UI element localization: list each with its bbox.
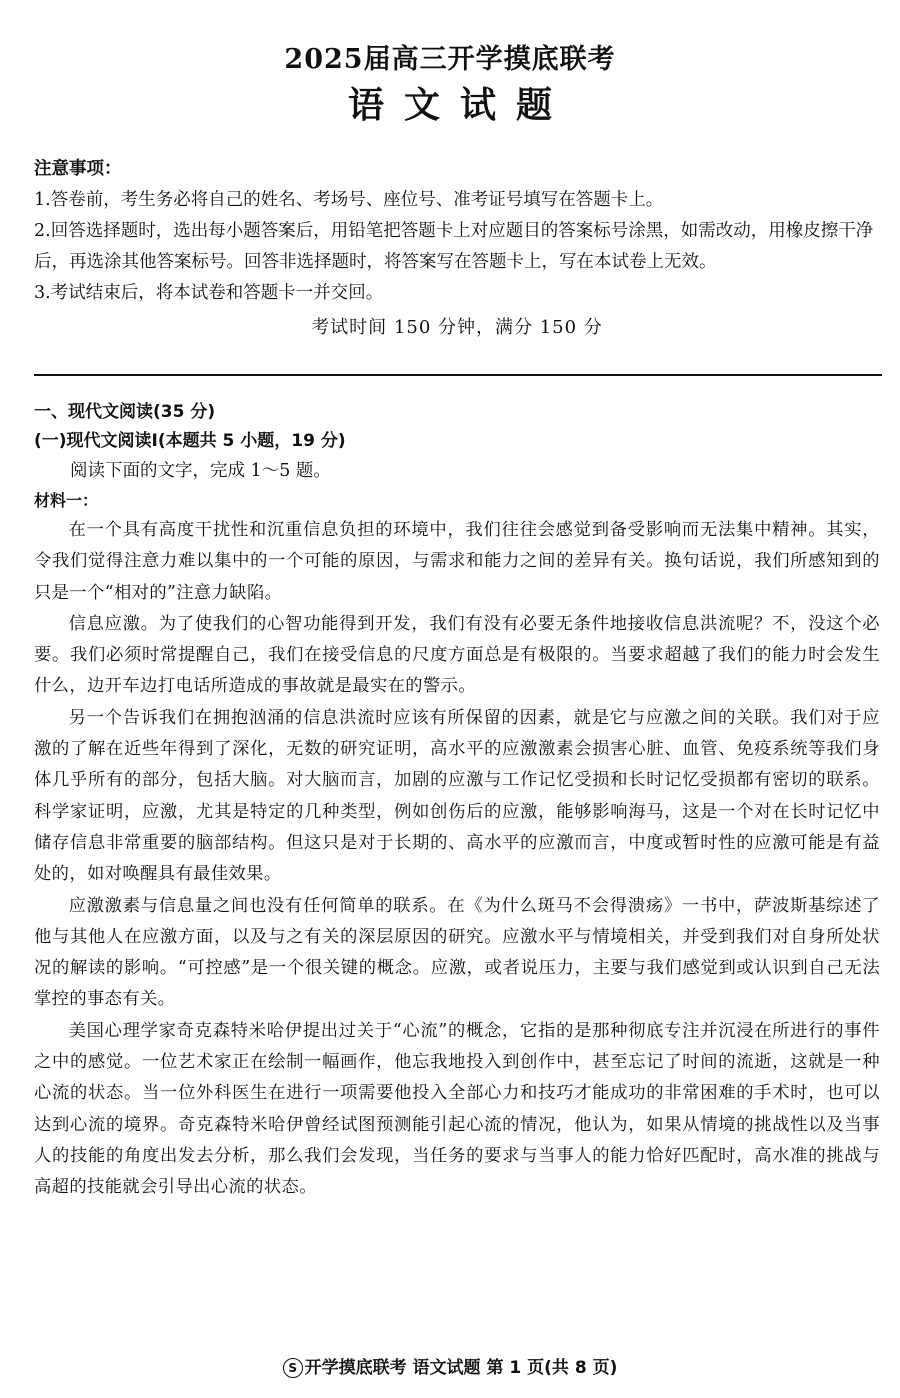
material-label: 材料一：: [34, 491, 99, 510]
exam-notes: [34, 154, 880, 345]
publisher-logo-icon: S: [283, 1358, 303, 1378]
exam-time: 考试时间 150 分钟，满分 150 分: [311, 317, 603, 338]
note-item: 3.考试结束后，将本试卷和答题卡一并交回。: [34, 283, 384, 303]
reading-instruction: 阅读下面的文字，完成 1～5 题。: [70, 461, 331, 481]
passage-paragraph: 另一个告诉我们在拥抱汹涌的信息洪流时应该有所保留的因素，就是它与应激之间的关联。我们对于应激的了解在近些年得到了深化，无数的研究证明，高水平的应激激素会损害心脏、血管、免疫系统等我们身体几乎所有的部分，包括大脑。对大脑而言，加剧的应激与工作记忆受损和长时记忆受损都有密切的联系。科学家证明，应激，尤其是特定的几种类型，例如创伤后的应激，能够影响海马，这是一个对在长时记忆中储存信息非常重要的脑部结构。但这只是对于长期的、高水平的应激而言，中度或暂时性的应激可能是有益处的，如对唤醒具有最佳效果。: [34, 707, 880, 885]
passage-paragraph: 美国心理学家奇克森特米哈伊提出过关于“心流”的概念，它指的是那种彻底专注并沉浸在所进行的事件之中的感觉。一位艺术家正在绘制一幅画作，他忘我地投入到创作中，甚至忘记了时间的流逝，这就是一种心流的状态。当一位外科医生在进行一项需要他投入全部心力和技巧才能成功的非常困难的手术时，也可以达到心流的境界。奇克森特米哈伊曾经试图预测能引起心流的情况，他认为，如果从情境的挑战性以及当事人的技能的角度出发去分析，那么我们会发现，当任务的要求与当事人的能力恰好匹配时，高水准的挑战与高超的技能就会引导出心流的状态。: [34, 1020, 880, 1198]
section-title: 一、现代文阅读(35 分): [34, 402, 216, 422]
note-item: 1.答卷前，考生务必将自己的姓名、考场号、座位号、准考证号填写在答题卡上。: [34, 190, 664, 210]
footer-text: 开学摸底联考 语文试题 第 1 页(共 8 页): [304, 1358, 618, 1378]
passage-paragraph: 信息应激。为了使我们的心智功能得到开发，我们有没有必要无条件地接收信息洪流呢？不，没这个必要。我们必须时常提醒自己，我们在接受信息的尺度方面总是有极限的。当要求超越了我们的能力时会发生什么，边开车边打电话所造成的事故就是最实在的警示。: [34, 613, 880, 697]
page-header: [0, 0, 900, 128]
notes-heading: 注意事项：: [34, 159, 122, 179]
note-item: 2.回答选择题时，选出每小题答案后，用铅笔把答题卡上对应题目的答案标号涂黑，如需改动，用橡皮擦干净后，再选涂其他答案标号。回答非选择题时，将答案写在答题卡上，写在本试卷上无效。: [34, 221, 874, 272]
divider-rule: [34, 374, 882, 376]
exam-title: 语文试题: [347, 84, 572, 126]
passage-paragraph: 应激激素与信息量之间也没有任何简单的联系。在《为什么斑马不会得溃疡》一书中，萨波斯基综述了他与其他人在应激方面，以及与之有关的深层原因的研究。应激水平与情境相关，并受到我们对自身所处状况的解读的影响。“可控感”是一个很关键的概念。应激，或者说压力，主要与我们感觉到或认识到自己无法掌控的事态有关。: [34, 895, 880, 1010]
page-footer: [0, 1353, 900, 1378]
exam-name: 2025届高三开学摸底联考: [284, 44, 616, 75]
subsection-title: (一)现代文阅读Ⅰ(本题共 5 小题，19 分): [34, 431, 346, 451]
reading-section: [34, 398, 880, 1204]
passage-paragraph: 在一个具有高度干扰性和沉重信息负担的环境中，我们往往会感觉到备受影响而无法集中精神。其实，令我们觉得注意力难以集中的一个可能的原因，与需求和能力之间的差异有关。换句话说，我们所感知到的只是一个“相对的”注意力缺陷。: [34, 520, 880, 603]
